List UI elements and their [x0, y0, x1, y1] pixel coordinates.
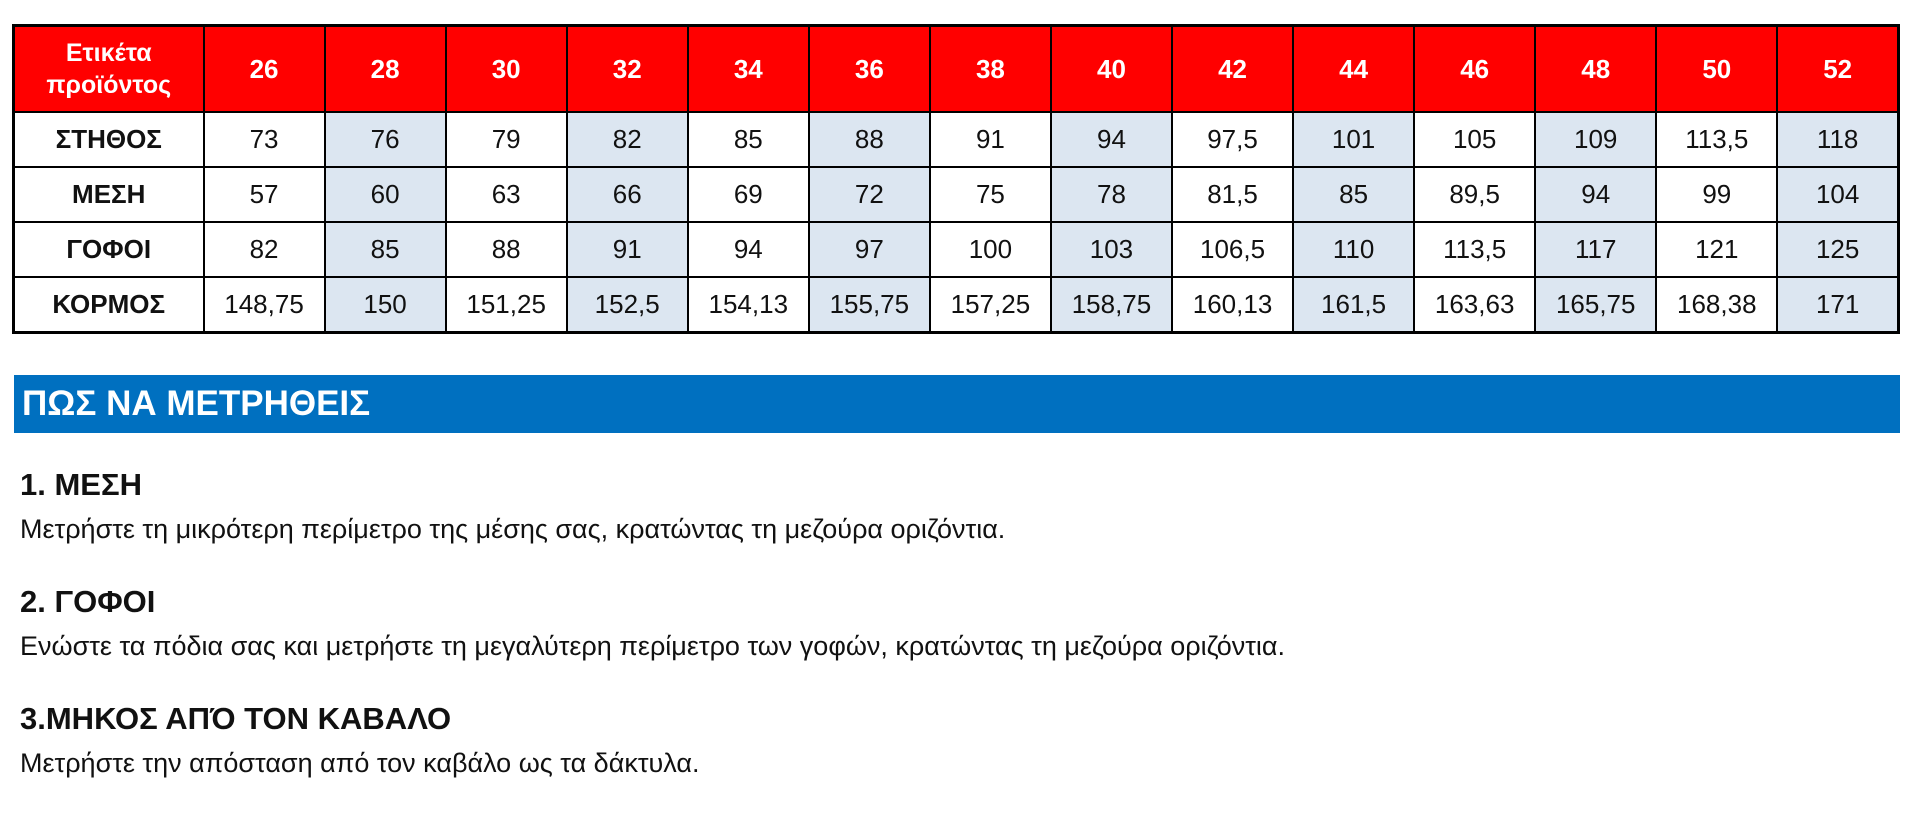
- measurement-value: 110: [1293, 222, 1414, 277]
- measure-item-heading: 3.ΜΗΚΟΣ ΑΠΌ ΤΟΝ ΚΑΒΑΛΟ: [20, 701, 452, 736]
- measurement-value: 88: [446, 222, 567, 277]
- size-header-cell: 40: [1051, 26, 1172, 113]
- measurement-value: 94: [688, 222, 809, 277]
- measurement-value: 158,75: [1051, 277, 1172, 333]
- measurement-value: 88: [809, 112, 930, 167]
- size-header-cell: 50: [1656, 26, 1777, 113]
- measurement-value: 66: [567, 167, 688, 222]
- size-header-cell: 26: [204, 26, 325, 113]
- measurement-row: [14, 112, 1899, 167]
- size-header-cell: 28: [325, 26, 446, 113]
- measurement-value: 60: [325, 167, 446, 222]
- how-to-measure-title: ΠΩΣ ΝΑ ΜΕΤΡΗΘΕΙΣ: [14, 375, 1900, 433]
- size-header-cell: 52: [1777, 26, 1898, 113]
- measurement-value: 168,38: [1656, 277, 1777, 333]
- measurement-value: 154,13: [688, 277, 809, 333]
- measure-item-text: Ενώστε τα πόδια σας και μετρήστε τη μεγαλύτερη περίμετρο των γοφών, κρατώντας τη μεζούρα οριζόντια.: [20, 631, 1286, 661]
- measurement-value: 97,5: [1172, 112, 1293, 167]
- measurement-row: [14, 277, 1899, 333]
- size-header-cell: 36: [809, 26, 930, 113]
- measurement-value: 94: [1535, 167, 1656, 222]
- measure-item-heading: 2. ΓΟΦΟΙ: [20, 584, 156, 619]
- measurement-value: 85: [1293, 167, 1414, 222]
- size-header-cell: 44: [1293, 26, 1414, 113]
- measurement-value: 99: [1656, 167, 1777, 222]
- measurement-value: 163,63: [1414, 277, 1535, 333]
- measurement-value: 79: [446, 112, 567, 167]
- measurement-value: 150: [325, 277, 446, 333]
- size-header-cell: 30: [446, 26, 567, 113]
- measurement-value: 100: [930, 222, 1051, 277]
- measurement-value: 76: [325, 112, 446, 167]
- measurement-value: 73: [204, 112, 325, 167]
- measurement-value: 91: [930, 112, 1051, 167]
- size-header-cell: 38: [930, 26, 1051, 113]
- measure-item-waist: [20, 466, 1880, 546]
- measurement-value: 75: [930, 167, 1051, 222]
- measurement-value: 101: [1293, 112, 1414, 167]
- measurement-value: 85: [325, 222, 446, 277]
- measurement-value: 106,5: [1172, 222, 1293, 277]
- measurement-value: 85: [688, 112, 809, 167]
- product-label-line2: προϊόντος: [46, 71, 172, 99]
- measurement-value: 78: [1051, 167, 1172, 222]
- measurement-value: 157,25: [930, 277, 1051, 333]
- measurement-value: 97: [809, 222, 930, 277]
- measurement-value: 105: [1414, 112, 1535, 167]
- measurement-value: 89,5: [1414, 167, 1535, 222]
- measure-item-heading: 1. ΜΕΣΗ: [20, 467, 142, 502]
- measurement-value: 117: [1535, 222, 1656, 277]
- size-header-cell: 34: [688, 26, 809, 113]
- measurement-row: [14, 167, 1899, 222]
- size-chart-table: [12, 24, 1900, 334]
- measure-item-text: Μετρήστε τη μικρότερη περίμετρο της μέσης σας, κρατώντας τη μεζούρα οριζόντια.: [20, 514, 1006, 544]
- measurement-value: 109: [1535, 112, 1656, 167]
- measurement-label: ΜΕΣΗ: [14, 167, 204, 222]
- measurement-value: 161,5: [1293, 277, 1414, 333]
- measurement-label: ΚΟΡΜΟΣ: [14, 277, 204, 333]
- measurement-value: 103: [1051, 222, 1172, 277]
- measurement-value: 151,25: [446, 277, 567, 333]
- measurement-value: 91: [567, 222, 688, 277]
- measurement-value: 125: [1777, 222, 1898, 277]
- measurement-value: 165,75: [1535, 277, 1656, 333]
- measurement-value: 82: [567, 112, 688, 167]
- measurement-value: 155,75: [809, 277, 930, 333]
- size-header-cell: 42: [1172, 26, 1293, 113]
- measurement-value: 148,75: [204, 277, 325, 333]
- size-header-cell: 46: [1414, 26, 1535, 113]
- measurement-value: 118: [1777, 112, 1898, 167]
- measurement-value: 82: [204, 222, 325, 277]
- product-label-header: [14, 26, 204, 113]
- measurement-value: 94: [1051, 112, 1172, 167]
- measurement-label: ΣΤΗΘΟΣ: [14, 112, 204, 167]
- measurement-value: 121: [1656, 222, 1777, 277]
- measurement-value: 57: [204, 167, 325, 222]
- product-label-line1: Ετικέτα: [65, 39, 152, 67]
- measurement-row: [14, 222, 1899, 277]
- measurement-value: 69: [688, 167, 809, 222]
- size-header-cell: 32: [567, 26, 688, 113]
- size-header-row: [14, 26, 1899, 113]
- measure-item-inseam: [20, 700, 1880, 780]
- measurement-value: 160,13: [1172, 277, 1293, 333]
- size-header-cell: 48: [1535, 26, 1656, 113]
- measure-item-text: Μετρήστε την απόσταση από τον καβάλο ως τα δάκτυλα.: [20, 748, 700, 778]
- measurement-value: 152,5: [567, 277, 688, 333]
- measurement-value: 113,5: [1656, 112, 1777, 167]
- measurement-value: 113,5: [1414, 222, 1535, 277]
- measurement-value: 104: [1777, 167, 1898, 222]
- measurement-value: 171: [1777, 277, 1898, 333]
- measurement-label: ΓΟΦΟΙ: [14, 222, 204, 277]
- measurement-value: 81,5: [1172, 167, 1293, 222]
- measurement-value: 72: [809, 167, 930, 222]
- measure-item-hips: [20, 583, 1880, 663]
- measurement-value: 63: [446, 167, 567, 222]
